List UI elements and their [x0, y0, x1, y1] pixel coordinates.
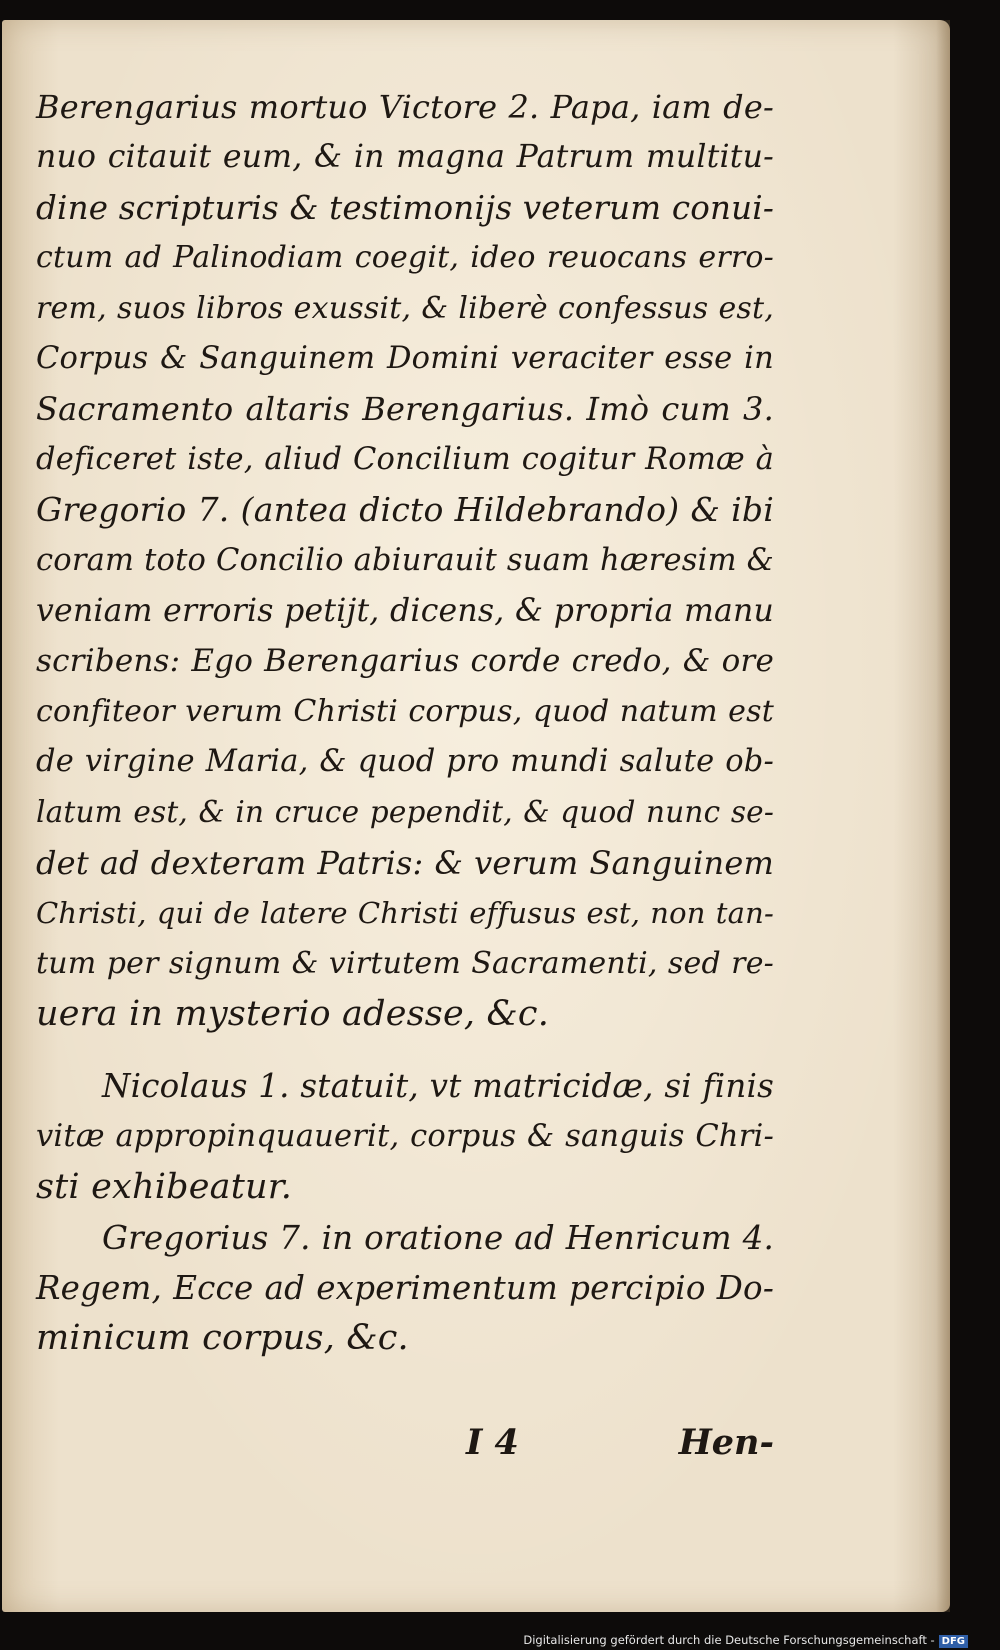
text-line: Christi, qui de latere Christi effusus est, non tan- [36, 896, 774, 931]
text-line: Gregorius 7. in oratione ad Henricum 4. [102, 1218, 774, 1257]
text-line: Nicolaus 1. statuit, vt matricidæ, si finis [102, 1067, 774, 1106]
text-line: dine scripturis & testimonijs veterum conui- [36, 188, 775, 227]
text-line: rem, suos libros exussit, & liberè confessus est, [36, 290, 774, 326]
text-line: veniam erroris petijt, dicens, & propria manu [36, 592, 774, 629]
paragraph-1 [36, 82, 774, 1039]
main-text [36, 82, 774, 1364]
credit-text: Digitalisierung gefördert durch die Deutsche Forschungsgemeinschaft - [523, 1633, 935, 1647]
text-line: Berengarius mortuo Victore 2. Papa, iam de- [36, 88, 774, 126]
paragraph-3 [36, 1213, 774, 1364]
text-line: tum per signum & virtutem Sacramenti, sed re- [36, 945, 774, 981]
page-edge-shadow [936, 20, 950, 1612]
book-page [2, 20, 950, 1612]
text-line: nuo citauit eum, & in magna Patrum multitu- [36, 139, 774, 176]
text-line: Regem, Ecce ad experimentum percipio Do- [36, 1268, 774, 1307]
text-line: vitæ appropinquauerit, corpus & sanguis Chri- [36, 1118, 774, 1154]
text-line: uera in mysterio adesse, &c. [36, 994, 550, 1035]
text-line: Sacramento altaris Berengarius. Imò cum 3. [36, 390, 774, 429]
paragraph-2 [36, 1061, 774, 1212]
text-line: Corpus & Sanguinem Domini veraciter esse in [36, 340, 774, 376]
text-line: ctum ad Palinodiam coegit, ideo reuocans erro- [36, 240, 774, 276]
signature-mark: I 4 [466, 1422, 519, 1463]
catchword: Hen- [678, 1422, 774, 1463]
text-line: det ad dexteram Patris: & verum Sanguinem [36, 843, 774, 882]
text-line: latum est, & in cruce pependit, & quod nunc se- [36, 795, 774, 830]
text-line: Gregorio 7. (antea dicto Hildebrando) & ibi [36, 490, 774, 530]
text-line: coram toto Concilio abiurauit suam hæresim & [36, 542, 774, 578]
text-line: de virgine Maria, & quod pro mundi salute ob- [36, 744, 774, 780]
text-line: confiteor verum Christi corpus, quod natum est [36, 693, 774, 729]
dfg-logo: DFG [939, 1635, 968, 1648]
page-footer [36, 1422, 774, 1472]
text-line: sti exhibeatur. [36, 1167, 293, 1208]
digitization-credit [523, 1633, 968, 1648]
text-line: deficeret iste, aliud Concilium cogitur Romæ à [36, 441, 774, 477]
text-line: minicum corpus, &c. [36, 1318, 409, 1359]
text-line: scribens: Ego Berengarius corde credo, & ore [36, 643, 774, 680]
paragraph-gap [36, 1039, 774, 1061]
